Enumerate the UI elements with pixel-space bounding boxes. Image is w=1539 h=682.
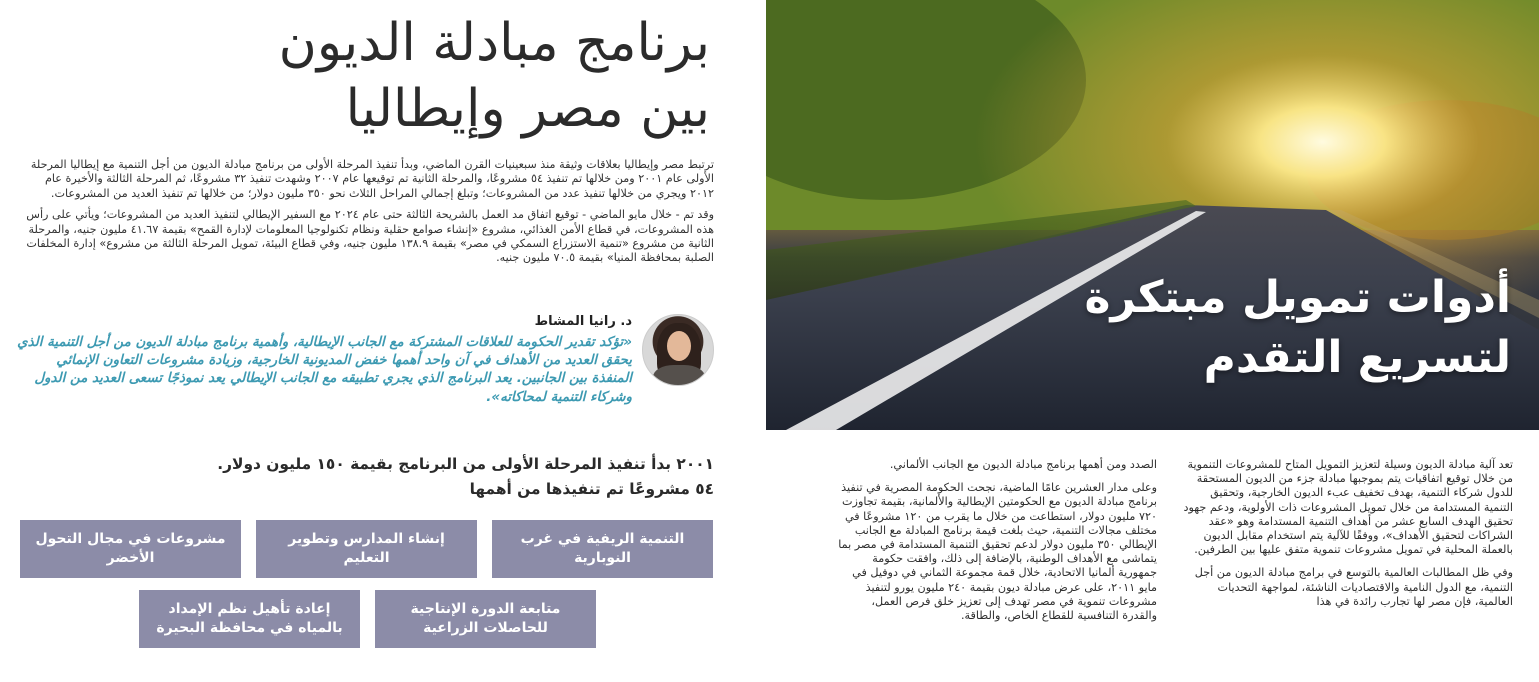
intro-text xyxy=(22,158,714,273)
project-chip: مشروعات في مجال التحول الأخضر xyxy=(20,520,241,578)
article-title xyxy=(110,10,710,142)
hero-title xyxy=(951,268,1511,388)
quote-text: «تؤكد تقدير الحكومة للعلاقات المشتركة مع الجانب الإيطالية، وأهمية برنامج مبادلة الديون من أجل التنمية الذي يحقق العديد من الأهداف في آن واحد أهمها خفض المديونية الخارجية، وزيادة مشروعات التعاون الإنمائي المنفذة بين الجانبين. يعد البرنامج الذي يجري تطبيقه مع الجانب الإيطالي يعد نموذجًا تسعى العديد من الدول وشركاء التنمية لمحاكاته». xyxy=(17,335,632,405)
quote-author: د. رانيا المشاط xyxy=(534,314,632,329)
intro-paragraph-1: ترتبط مصر وإيطاليا بعلاقات وثيقة منذ سبعينيات القرن الماضي، وبدأ تنفيذ المرحلة الأولى من برنامج مبادلة الديون من أجل التنمية مع إيطاليا المرحلة الأولى عام ٢٠٠١ ومن خلالها تم تنفيذ ٥٤ مشروعًا، والمرحلة الثانية تم توقيعها عام ٢٠٠٧ وشهدت تنفيذ ٣٢ مشروعًا، ثم المرحلة الثالثة والأخيرة عام ٢٠١٢ ويجري من خلالها تنفيذ عدد من المشروعات؛ وتبلغ إجمالي المراحل الثلاث نحو ٣٥٠ مليون دولار؛ من خلالها تم تنفيذ العديد من المشروعات. xyxy=(30,158,714,200)
highlight-line-2: ٥٤ مشروعًا تم تنفيذها من أهمها xyxy=(469,480,714,498)
project-chip: إنشاء المدارس وتطوير التعليم xyxy=(256,520,477,578)
project-chip: التنمية الريفية في غرب النوبارية xyxy=(492,520,713,578)
body-paragraph: الصدد ومن أهمها برنامج مبادلة الديون مع الجانب الألماني. xyxy=(889,458,1157,471)
project-chip: إعادة تأهيل نظم الإمداد بالمياه في محافظة البحيرة xyxy=(139,590,360,648)
highlight-line-1: ٢٠٠١ بدأ تنفيذ المرحلة الأولى من البرنامج بقيمة ١٥٠ مليون دولار. xyxy=(217,455,714,473)
body-paragraph: وفي ظل المطالبات العالمية بالتوسع في برامج مبادلة الديون من أجل التنمية، مع الدول النامية والاقتصاديات الناشئة، لمواجهة التحديات العالمية، فإن مصر لها تجارب رائدة في هذا xyxy=(1194,566,1513,608)
hero-image xyxy=(766,0,1539,430)
body-column-right xyxy=(1181,458,1513,618)
body-paragraph: وعلى مدار العشرين عامًا الماضية، نجحت الحكومة المصرية في تنفيذ برنامج مبادلة الديون مع الحكومتين الإيطالية والألمانية، بقيمة تجاوزت ٧٢٠ مليون دولار، استطاعت من خلال ما يقرب من ١٢٠ مشروعًا في مختلف مجالات التنمية، حيث بلغت قيمة برنامج المبادلة مع الجانب الإيطالي ٣٥٠ مليون دولار لدعم تحقيق التنمية المستدامة في مصر بما يتماشى مع الأهداف الوطنية، بالإضافة إلى ذلك، وافقت حكومة جمهورية ألمانيا الاتحادية، خلال قمة مجموعة الثماني في دوفيل في مايو ٢٠١١، على عرض مبادلة ديون بقيمة ٢٤٠ مليون يورو لتنفيذ مشروعات تنموية في مصر تهدف إلى تعزيز خلق فرص العمل، والقدرة التنافسية للقطاع الخاص، والطاقة. xyxy=(838,481,1157,623)
project-chip: متابعة الدورة الإنتاجية للحاصلات الزراعية xyxy=(375,590,596,648)
title-line-1: برنامج مبادلة الديون xyxy=(278,13,710,73)
author-avatar xyxy=(642,314,714,386)
hero-title-line-2: لتسريع التقدم xyxy=(1203,332,1511,383)
title-line-2: بين مصر وإيطاليا xyxy=(345,79,710,139)
left-page xyxy=(0,0,766,682)
body-column-left xyxy=(835,458,1157,632)
hero-title-line-1: أدوات تمويل مبتكرة xyxy=(1084,272,1511,323)
intro-paragraph-2: وقد تم - خلال مايو الماضي - توقيع اتفاق مد العمل بالشريحة الثالثة حتى عام ٢٠٢٤ مع السفير الإيطالي لتنفيذ العديد من المشروعات؛ ويأتي على رأس هذه المشروعات، في قطاع الأمن الغذائي، مشروع «إنشاء صوامع حقلية ونظام تكنولوجيا المعلومات لإدارة القمح» بقيمة ٤١.٦٧ مليون جنيه، والمرحلة الثانية من مشروع «تنمية الاستزراع السمكي في مصر» بقيمة ١٣٨.٩ مليون جنيه، وفي قطاع البيئة، تمويل المرحلة الثالثة من مشروع» إدارة المخلفات الصلبة بمحافظة المنيا» بقيمة ٧٠.٥ مليون جنيه. xyxy=(26,208,714,265)
highlight-facts xyxy=(24,452,714,502)
body-paragraph: تعد آلية مبادلة الديون وسيلة لتعزيز التمويل المتاح للمشروعات التنموية من خلال توقيع اتفاقيات يتم بموجبها مبادلة جزء من الديون المستحقة للدول شركاء التنمية، بهدف تخفيف عبء الديون الخارجية، وتحقيق التنمية المستدامة من خلال تمويل المشروعات ذات الأولوية، ودعم جهود تحقيق الهدف السابع عشر من أهداف التنمية المستدامة وهو «عقد الشراكات لتحقيق الأهداف»، ووفقًا للآلية يتم استخدام مقابل الديون بالعملة المحلية في تمويل مشروعات تنموية متفق عليها بين الطرفين. xyxy=(1183,458,1513,557)
pull-quote xyxy=(14,312,714,437)
